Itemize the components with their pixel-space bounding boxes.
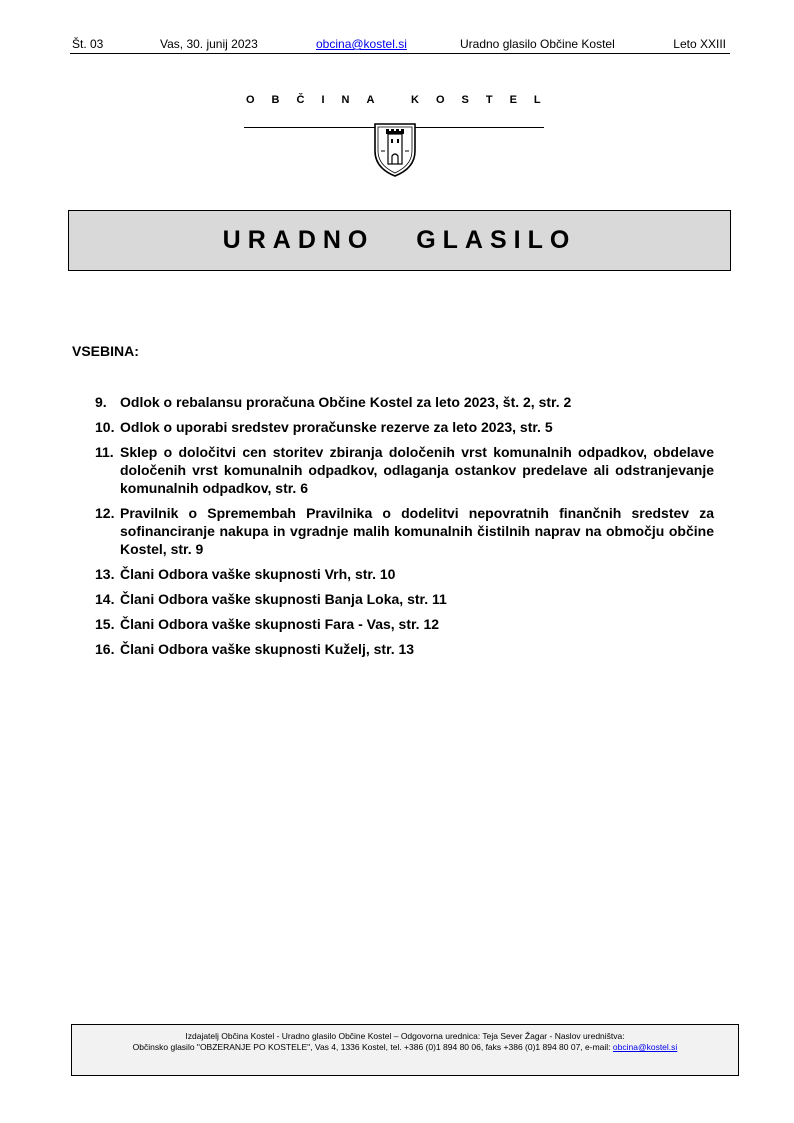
issue-number: Št. 03 <box>72 37 104 51</box>
document-title: URADNO GLASILO <box>222 226 577 254</box>
publisher-footer <box>71 1024 739 1076</box>
toc-item <box>95 640 714 658</box>
toc-item-text: Odlok o uporabi sredstev proračunske rezerve za leto 2023, str. 5 <box>120 419 553 435</box>
toc-item-text: Člani Odbora vaške skupnosti Vrh, str. 10 <box>120 566 396 582</box>
footer-publisher-line: Izdajatelj Občina Kostel - Uradno glasilo Občine Kostel – Odgovorna urednica: Teja Sever Žagar - Naslov uredništva: <box>185 1031 625 1041</box>
publication-year: Leto XXIII <box>673 37 726 51</box>
toc-item <box>95 590 714 608</box>
table-of-contents <box>95 393 714 665</box>
toc-item <box>95 615 714 633</box>
toc-item-number: 9. <box>95 394 107 410</box>
contents-heading: VSEBINA: <box>72 343 139 359</box>
header-email-link[interactable]: obcina@kostel.si <box>316 37 407 51</box>
toc-item-number: 10. <box>95 419 115 435</box>
toc-item-number: 12. <box>95 505 115 521</box>
toc-item <box>95 393 714 411</box>
issue-date: Vas, 30. junij 2023 <box>160 37 258 51</box>
footer-email-link[interactable]: obcina@kostel.si <box>612 1042 678 1052</box>
toc-item-number: 15. <box>95 616 115 632</box>
header-divider <box>70 53 730 54</box>
toc-item <box>95 443 714 497</box>
toc-item-number: 13. <box>95 566 115 582</box>
municipality-name: OBČINA KOSTEL <box>246 94 558 106</box>
toc-item-text: Odlok o rebalansu proračuna Občine Kostel za leto 2023, št. 2, str. 2 <box>120 394 572 410</box>
footer-address-line: Občinsko glasilo "OBZERANJE PO KOSTELE", Vas 4, 1336 Kostel, tel. +386 (0)1 894 80 06, faks +386 (0)1 894 80 07, e-mail: <box>132 1042 613 1052</box>
toc-item-text: Člani Odbora vaške skupnosti Kuželj, str. 13 <box>120 641 415 657</box>
publication-name: Uradno glasilo Občine Kostel <box>460 37 615 51</box>
title-banner <box>68 210 731 271</box>
toc-item-text: Sklep o določitvi cen storitev zbiranja določenih vrst komunalnih odpadkov, obdelave določenih vrst komunalnih odpadkov, odlaganja ostankov predelave ali odstranjevanje komunalnih odpadkov, str. 6 <box>120 444 714 496</box>
toc-item <box>95 418 714 436</box>
toc-item-number: 14. <box>95 591 115 607</box>
toc-item-number: 16. <box>95 641 115 657</box>
toc-item-number: 11. <box>95 444 114 460</box>
page-header <box>72 37 730 53</box>
toc-item-text: Pravilnik o Spremembah Pravilnika o dodelitvi nepovratnih finančnih sredstev za sofinanciranje nakupa in vgradnje malih komunalnih čistilnih naprav na območju občine Kostel, str. 9 <box>120 505 714 557</box>
municipality-crest-icon <box>372 121 418 177</box>
toc-item <box>95 565 714 583</box>
toc-item-text: Člani Odbora vaške skupnosti Fara - Vas, str. 12 <box>120 616 440 632</box>
toc-item-text: Člani Odbora vaške skupnosti Banja Loka, str. 11 <box>120 591 447 607</box>
toc-item <box>95 504 714 558</box>
